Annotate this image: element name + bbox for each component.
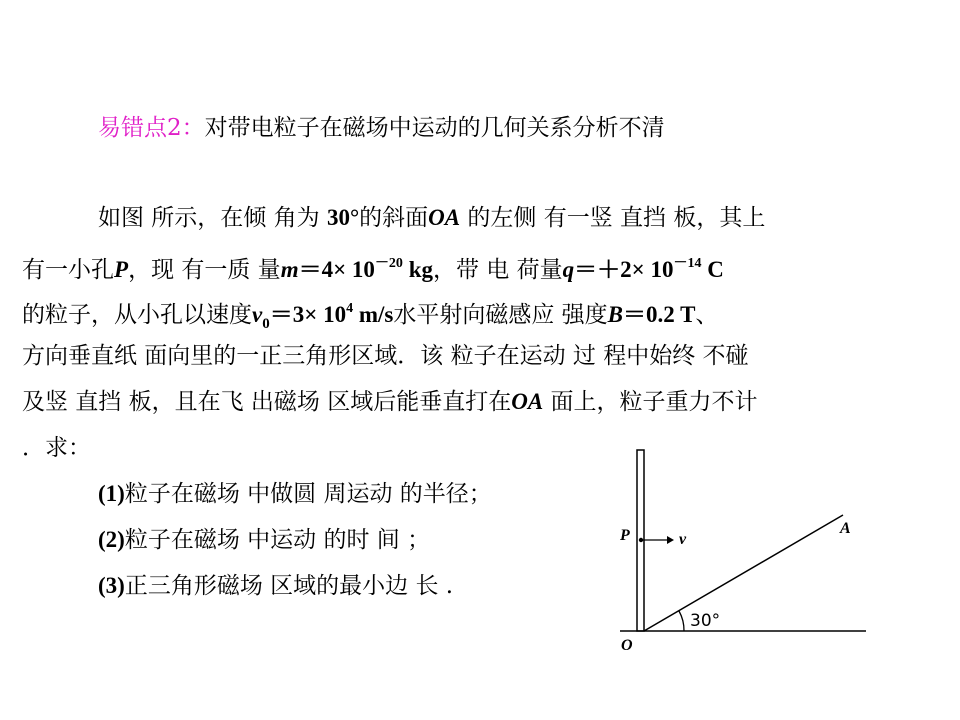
angle-arc bbox=[679, 611, 684, 631]
label-o: O bbox=[621, 637, 633, 654]
problem-line-5: 及竖 直挡 板，且在飞 出磁场 区域后能垂直打在OA 面上，粒子重力不计 bbox=[22, 389, 758, 415]
heading-text: 对带电粒子在磁场中运动的几何关系分析不清 bbox=[204, 115, 665, 141]
label-angle: 30° bbox=[690, 611, 721, 631]
velocity-arrowhead bbox=[667, 536, 674, 544]
problem-line-6: ．求： bbox=[22, 435, 91, 461]
question-3: (3)正三角形磁场 区域的最小边 长 . bbox=[98, 573, 454, 599]
label-a: A bbox=[840, 520, 851, 537]
hole-p-dot bbox=[639, 538, 643, 542]
problem-line-4: 方向垂直纸 面向里的一正三角形区域．该 粒子在运动 过 程中始终 不碰 bbox=[22, 343, 749, 369]
problem-line-3: 的粒子，从小孔以速度$v_0=3\times 10^4$ m/s水平射向磁感应 强度B＝0.2 T、 bbox=[22, 301, 719, 332]
question-2: (2)粒子在磁场 中运动 的时 间 ； bbox=[98, 527, 431, 553]
question-1: (1)粒子在磁场 中做圆 周运动 的半径； bbox=[98, 481, 492, 507]
problem-line-2: 有一小孔P，现 有一质 量$m=4\times 10^{-20}$ kg，带 电 荷量$q=+2\times 10^{-14}$ C bbox=[22, 256, 724, 283]
problem-line-1: 如图 所示，在倾 角为 30°的斜面OA 的左侧 有一竖 直挡 板，其上 bbox=[98, 205, 766, 231]
label-p: P bbox=[620, 527, 630, 544]
heading-label: 易错点2： bbox=[98, 115, 205, 141]
incline-oa-line bbox=[644, 515, 843, 631]
label-v: v bbox=[679, 531, 687, 548]
